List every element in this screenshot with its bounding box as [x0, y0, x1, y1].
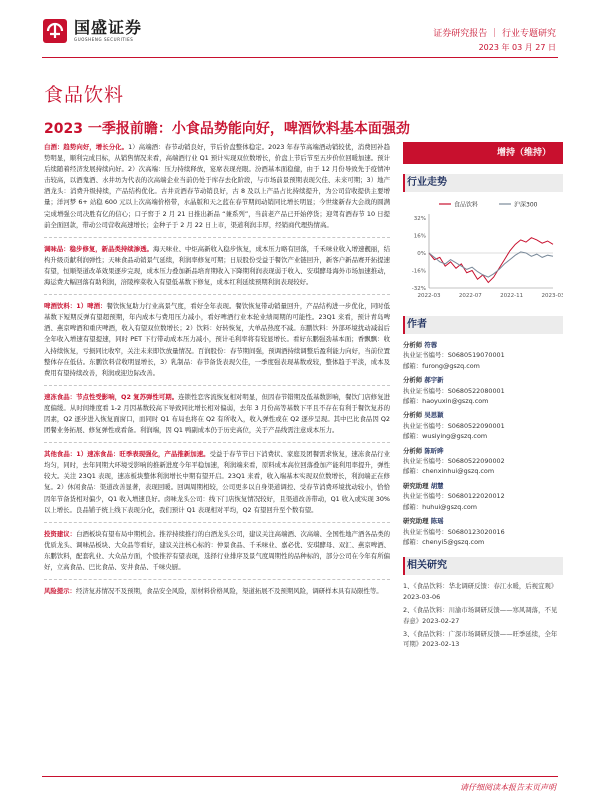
paragraph-investment-advice: 投资建议：白酒板块有望布局中期机会。推荐持续推行的白酒龙头公司，建议关注高端酒、次高端、全国性地产酒各品类的优质龙头、调味品板块、大众品等看好，建议关注核心标的：仲景食品、千禾味业、嘉必优、安琪酵母、双汇、燕京啤酒、东鹏饮料，配套乳业、大众品方面，个股推荐有望表现，选择行业排序及景气度周期性的品种标的，部分公司在今年有所偏好，立高食品、巴比食品、安井食品、千味央厨。: [44, 529, 391, 571]
divider: [44, 385, 390, 386]
author-role: 分析师: [403, 411, 425, 420]
author-name: 郝宇新: [424, 376, 444, 385]
author-cert: 执业证书编号：S0680522090002: [403, 457, 505, 466]
author-role: 分析师: [403, 341, 425, 349]
main-column: [44, 142, 390, 603]
y-tick-label: 16%: [413, 233, 426, 240]
divider: [44, 442, 390, 443]
footer-disclaimer: 请仔细阅读本报告末页声明: [460, 783, 556, 792]
paragraph-baijiu: 白酒：趋势向好，增长分化。1）高端酒：春节动销良好，节后价盘整体稳定。2023 年春节高端酒动销较优，消费回补趋势明显，顺利完成目标，从销售情况来看，高端酒行业 Q1 预计实现双位数增长，价盘上节后节至五步价位回暖加速。预计后续随着经济发展持续向好。2）次高端：压力持续释放，宴席表现亮眼。汾酒基本面稳健，由于 12 月份导致先于疫情冲击较高，以酒鬼酒、水井坊为代表的次高端企业当前仍处于库存去化阶段，与市场前景预期表现欠佳、未来可期；3）地产酒龙头：消费升级持续，产品结构优化。古井贡酒春节动销良好，古 8 及以上产品占比持续提升，为公司营收提供主要增量；洋河梦 6+ 站稳 600 元以上次高端价格带，水晶版和天之蓝在春节期间动销同比增长明显；今世缘新春大会战的圆满完成增强公司决胜有亿的信心；口子窖于 2 月 21 日推出新品 “兼系列”，当前老产品已开始停货；迎驾有酒春节 10 日提前全面回款，带动公司营收高速增长；金种子于 2 月 22 日上市，渠道利润丰厚，经销商代理热情高。: [44, 143, 390, 229]
y-tick-label: 0%: [417, 251, 426, 257]
author-cert: 执业证书编号：S0680123020016: [403, 527, 505, 536]
report-date: 2023 年 03 月 27 日: [478, 43, 556, 52]
page-title: 2023 一季报前瞻：小食品势能向好，啤酒饮料基本面强劲: [44, 121, 410, 137]
author-role: 研究助理: [403, 481, 431, 490]
author-cert: 执业证书编号：S0680522080001: [403, 386, 505, 395]
logo-text: 国盛证券: [74, 18, 143, 37]
sidebar: [403, 142, 563, 653]
author-email[interactable]: 邮箱：chenyi5@gszq.com: [403, 537, 485, 546]
header-divider: [42, 57, 558, 58]
related-list: [403, 581, 563, 649]
author-name: 陈瑶: [430, 517, 444, 526]
paragraph-other-food: 其他食品：1）速冻食品：旺季表现强化，产品推新加速。受益于春节节日下消费状、家庭及团餐需求恢复，速冻食品行业均匀，同时，去年同期大环境受影响的推新进度今年平稳加速，利润端来看，原料成本高位回落叠加产能利用率提升，弹性较大。关注 23Q1 表现，速冻板块整体利润增长中期有望开启。23Q1 来看，收入端基本实现双位数增长，利润端正在修复。2）休闲食品：渠道改善显著，表现回暖。回调周期相较，公司更多以自身渠道调控、受春节消费环境扰动较小，恰恰因年节备货相对偏少，Q1 收入增速良好。卤味龙头公司：线下门店恢复情况较好，且渠道改善带动，Q1 收入或实现 30% 以上增长。良品铺子统上线下表现分化，我们预计 Q1 表现相对平均，Q2 有望回升至个数有望。: [44, 450, 390, 514]
trend-chart: [403, 196, 563, 306]
x-tick-label: 2022-03: [417, 293, 441, 299]
author-entry: [403, 340, 563, 371]
author-name: 吴思颖: [424, 411, 444, 420]
y-tick-label: -16%: [411, 268, 426, 275]
author-entry: [403, 516, 563, 547]
author-entry: [403, 481, 563, 512]
author-email[interactable]: 邮箱：wusiying@gszq.com: [403, 432, 488, 441]
paragraph-beer-beverages: 啤酒饮料：1）啤酒：餐饮恢复助力行业高景气度，看好全年表现。餐饮恢复带动销量回升，产品结构进一步优化，同时低基数下短期反弹有望超预期，年内成本与费用压力减小，看好啤酒行业本轮业绩周期的可能性。23Q1 来看，预计青岛啤酒、燕京啤酒和重庆啤酒，收入有望双位数增长；2）饮料：好转恢复，大单品热度不减。东鹏饮料：外部环境扰动减弱后全年收入增速有望提速，同时 PET 下行带动成本压力减小，预计毛利率将有较显增长。看好东鹏强劲基本面；香飘飘：收入持续恢复，亏损同比收窄，关注未来即饮放量情况。百润股份：春节期间强，预调酒持续调整后盈利能力向好，当前位置整体存在低估。东鹏饮料营收明显增长，3）乳制品：春节备货表现欠佳，一季度强表现基数或较，整体趋于平淡，成本及费用有望持续改善，利润或迎边际改善。: [44, 302, 390, 377]
logo-subtext: GUOSHENG SECURITIES: [74, 37, 134, 42]
rating-badge: 增持（维持）: [403, 142, 563, 164]
author-role: 分析师: [403, 446, 425, 455]
x-tick-label: 2022-07: [458, 293, 482, 299]
doc-type: 证券研究报告 ｜ 行业专题研究: [433, 29, 556, 39]
author-name: 胡慧: [430, 481, 444, 490]
author-heading: 作者: [403, 316, 563, 334]
trend-chart-svg: [403, 196, 563, 306]
legend-label: 沪深300: [514, 201, 538, 209]
author-email[interactable]: 邮箱：huhui@gszq.com: [403, 502, 478, 511]
related-report-link[interactable]: 3、《食品饮料：广深市场调研反馈——旺季延续，全年可期》2023-02-13: [403, 629, 558, 649]
author-role: 分析师: [403, 376, 425, 385]
author-cert: 执业证书编号：S0680122020012: [403, 492, 505, 501]
logo-mark-icon: [42, 18, 68, 44]
paragraph-condiments: 调味品：稳步修复，新品类持续渗透。海天味业、中炬高新收入稳步恢复，成本压力略有回落，千禾味业收入增速靓丽，结构升级贡献利润弹性；天味食品动销景气延续，利润率修复可期；日辰股份受益于餐饮产业链回升，新客户新品赛开拓提速有望，恒顺渠道改革效果逐步完现，成本压力叠加新品培育期收入下降期利润表现弱于收入、安琪酵母海外市场加速推动，海运费大幅回落有助利润，涪陵榨菜收入有望低基数下修复，成本红利延续预期利润表现较好。: [44, 244, 391, 287]
author-email[interactable]: 邮箱：haoyuxin@gszq.com: [403, 397, 489, 406]
paragraph-risk: 风险提示：经济复苏情况不及预期，食品安全风险，原材料价格风险，渠道拓展不及预期风险，调研样本具有局限性等。: [44, 587, 383, 596]
divider: [44, 294, 390, 295]
divider: [44, 237, 390, 238]
logo: [42, 18, 142, 44]
author-entry: [403, 410, 563, 441]
legend-label: 食品饮料: [454, 201, 479, 209]
author-entry: [403, 446, 563, 477]
author-entry: [403, 375, 563, 406]
related-report-link[interactable]: 2、《食品饮料：川渝市场调研反馈——寒风凋落，不见春意》2023-02-27: [403, 606, 558, 625]
author-name: 陈昕晔: [424, 446, 444, 455]
author-list: [403, 340, 563, 547]
related-heading: 相关研究: [403, 557, 563, 575]
y-tick-label: -32%: [411, 286, 426, 292]
author-cert: 执业证书编号：S0680519070001: [403, 351, 505, 360]
paragraph-frozen-food: 速冻食品：节点性受影响，Q2 复苏弹性可期。连锁性恋客流恢复相对明显，但因春节错期及低基数影响，餐饮门店修复进度偏缓。从时间维度看 1-2 月因基数较高下导致同比增长相对偏弱，去年 3 月份高等基数下平且不存在有利于餐饮复苏的因素，Q2 逐步进入恢复面窗口，而同时 Q1 布局也将在 Q2 有所收入，收入弹性或在 Q2 逐步呈现。其中巴比食品因 Q2 团餐业务拓展、修复弹性或看备。利润端，因 Q1 鸭副成本仍于历史高位，关于产品线需注意成本压力。: [44, 392, 391, 435]
divider: [44, 579, 390, 580]
footer-divider: [42, 776, 558, 777]
author-email[interactable]: 邮箱：furong@gszq.com: [403, 361, 480, 370]
author-role: 研究助理: [403, 517, 431, 526]
x-tick-label: 2023-03: [541, 293, 563, 299]
y-tick-label: 32%: [413, 216, 426, 222]
divider: [44, 522, 390, 523]
author-name: 符蓉: [424, 341, 438, 349]
industry-heading: 食品饮料: [44, 84, 125, 106]
x-tick-label: 2022-11: [500, 293, 524, 299]
author-cert: 执业证书编号：S0680522090001: [403, 421, 505, 430]
trend-heading: 行业走势: [403, 174, 563, 192]
author-email[interactable]: 邮箱：chenxinhui@gszq.com: [403, 467, 495, 476]
related-report-link[interactable]: 1、《食品饮料：华北调研反馈：春江水暖，后视宜观》2023-03-06: [403, 582, 558, 601]
